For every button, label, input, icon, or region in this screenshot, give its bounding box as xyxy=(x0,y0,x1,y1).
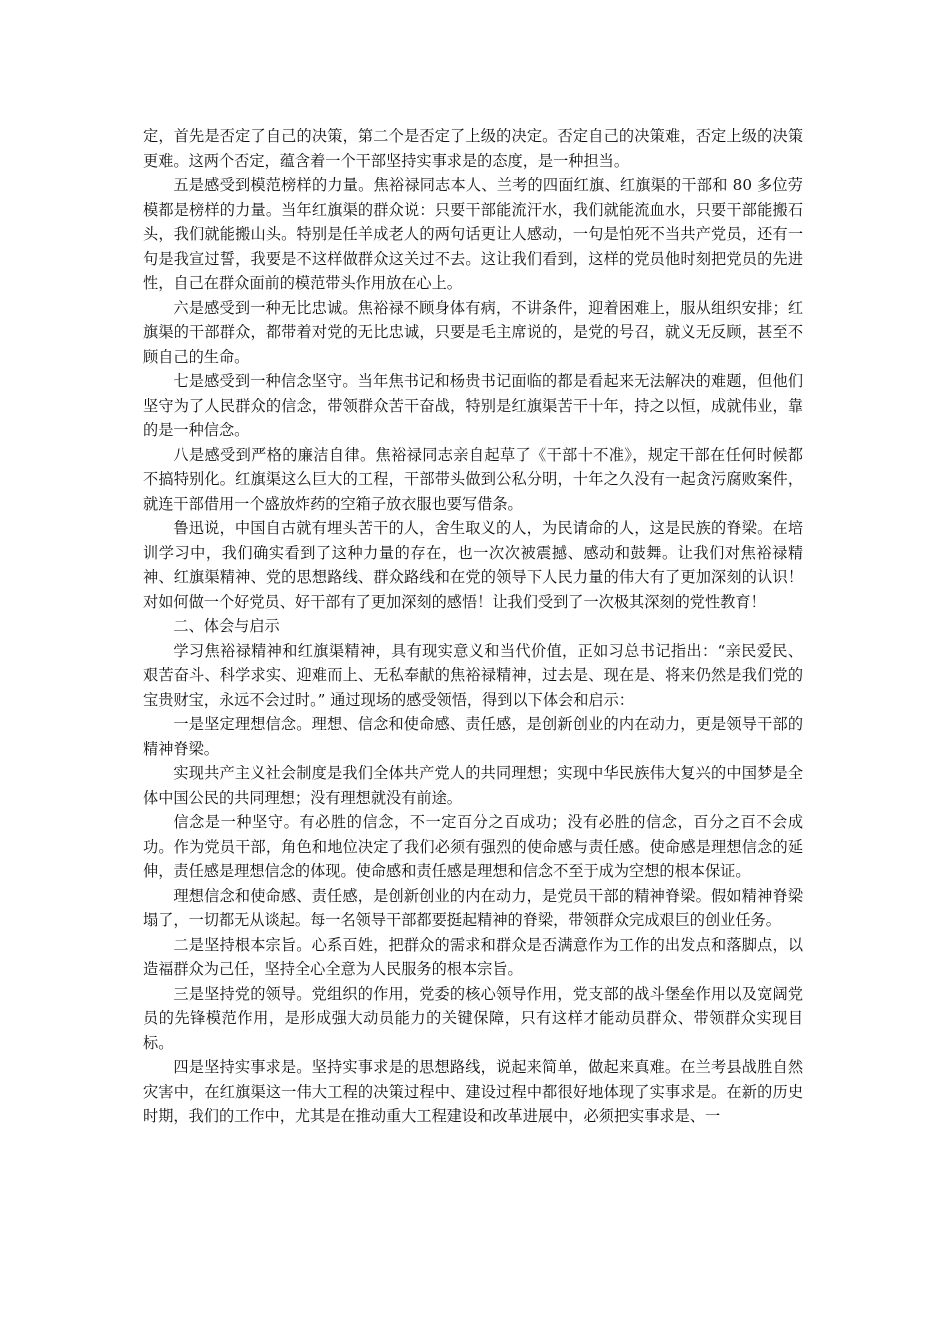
document-body xyxy=(143,124,803,1129)
body-paragraph: 一是坚定理想信念。理想、信念和使命感、责任感，是创新创业的内在动力，更是领导干部的精神脊梁。 xyxy=(143,715,803,758)
body-paragraph: 二是坚持根本宗旨。心系百姓，把群众的需求和群众是否满意作为工作的出发点和落脚点，以造福群众为己任，坚持全心全意为人民服务的根本宗旨。 xyxy=(143,935,803,978)
body-paragraph: 三是坚持党的领导。党组织的作用，党委的核心领导作用，党支部的战斗堡垒作用以及宽阔党员的先锋模范作用，是形成强大动员能力的关键保障，只有这样才能动员群众、带领群众实现目标。 xyxy=(143,984,803,1052)
body-paragraph: 六是感受到一种无比忠诚。焦裕禄不顾身体有病，不讲条件，迎着困难上，服从组织安排；红旗渠的干部群众，都带着对党的无比忠诚，只要是毛主席说的，是党的号召，就义无反顾，甚至不顾自己的生命。 xyxy=(143,298,803,366)
body-paragraph: 五是感受到模范榜样的力量。焦裕禄同志本人、兰考的四面红旗、红旗渠的干部和 80 多位劳模都是榜样的力量。当年红旗渠的群众说：只要干部能流汗水，我们就能流血水，只要干部能搬石头，我们就能搬山头。特别是任羊成老人的两句话更让人感动，一句是怕死不当共产党员，还有一句是我宣过誓，我要是不这样做群众这关过不去。这让我们看到，这样的党员他时刻把党员的先进性，自己在群众面前的模范带头作用放在心上。 xyxy=(143,176,803,292)
body-paragraph: 鲁迅说，中国自古就有埋头苦干的人，舍生取义的人，为民请命的人，这是民族的脊梁。在培训学习中，我们确实看到了这种力量的存在，也一次次被震撼、感动和鼓舞。让我们对焦裕禄精神、红旗渠精神、党的思想路线、群众路线和在党的领导下人民力量的伟大有了更加深刻的认识！对如何做一个好党员、好干部有了更加深刻的感悟！让我们受到了一次极其深刻的党性教育！ xyxy=(143,519,803,611)
body-paragraph: 信念是一种坚守。有必胜的信念，不一定百分之百成功；没有必胜的信念，百分之百不会成功。作为党员干部，角色和地位决定了我们必须有强烈的使命感与责任感。使命感是理想信念的延伸，责任感是理想信念的体现。使命感和责任感是理想和信念不至于成为空想的根本保证。 xyxy=(143,813,803,880)
section-heading: 二、体会与启示 xyxy=(173,617,280,635)
body-paragraph: 七是感受到一种信念坚守。当年焦书记和杨贵书记面临的都是看起来无法解决的难题，但他们坚守为了人民群众的信念，带领群众苦干奋战，特别是红旗渠苦干十年，持之以恒，成就伟业，靠的是一种信念。 xyxy=(143,372,803,439)
body-paragraph: 八是感受到严格的廉洁自律。焦裕禄同志亲自起草了《干部十不准》，规定干部在任何时候都不搞特别化。红旗渠这么巨大的工程，干部带头做到公私分明，十年之久没有一起贪污腐败案件，就连干部借用一个盛放炸药的空箱子放衣服也要写借条。 xyxy=(143,445,803,513)
body-paragraph: 四是坚持实事求是。坚持实事求是的思想路线，说起来简单，做起来真难。在兰考县战胜自然灾害中，在红旗渠这一伟大工程的决策过程中、建设过程中都很好地体现了实事求是。在新的历史时期，我们的工作中，尤其是在推动重大工程建设和改革进展中，必须把实事求是、一 xyxy=(143,1058,803,1125)
body-paragraph: 实现共产主义社会制度是我们全体共产党人的共同理想；实现中华民族伟大复兴的中国梦是全体中国公民的共同理想；没有理想就没有前途。 xyxy=(143,764,803,807)
body-paragraph: 学习焦裕禄精神和红旗渠精神，具有现实意义和当代价值，正如习总书记指出：“亲民爱民、艰苦奋斗、科学求实、迎难而上、无私奉献的焦裕禄精神，过去是、现在是、将来仍然是我们党的宝贵财宝，永远不会过时。” 通过现场的感受领悟，得到以下体会和启示： xyxy=(143,641,803,709)
body-paragraph: 理想信念和使命感、责任感，是创新创业的内在动力，是党员干部的精神脊梁。假如精神脊梁塌了，一切都无从谈起。每一名领导干部都要挺起精神的脊梁，带领群众完成艰巨的创业任务。 xyxy=(143,886,803,929)
body-paragraph: 定，首先是否定了自己的决策，第二个是否定了上级的决定。否定自己的决策难，否定上级的决策更难。这两个否定，蕴含着一个干部坚持实事求是的态度，是一种担当。 xyxy=(143,127,803,170)
